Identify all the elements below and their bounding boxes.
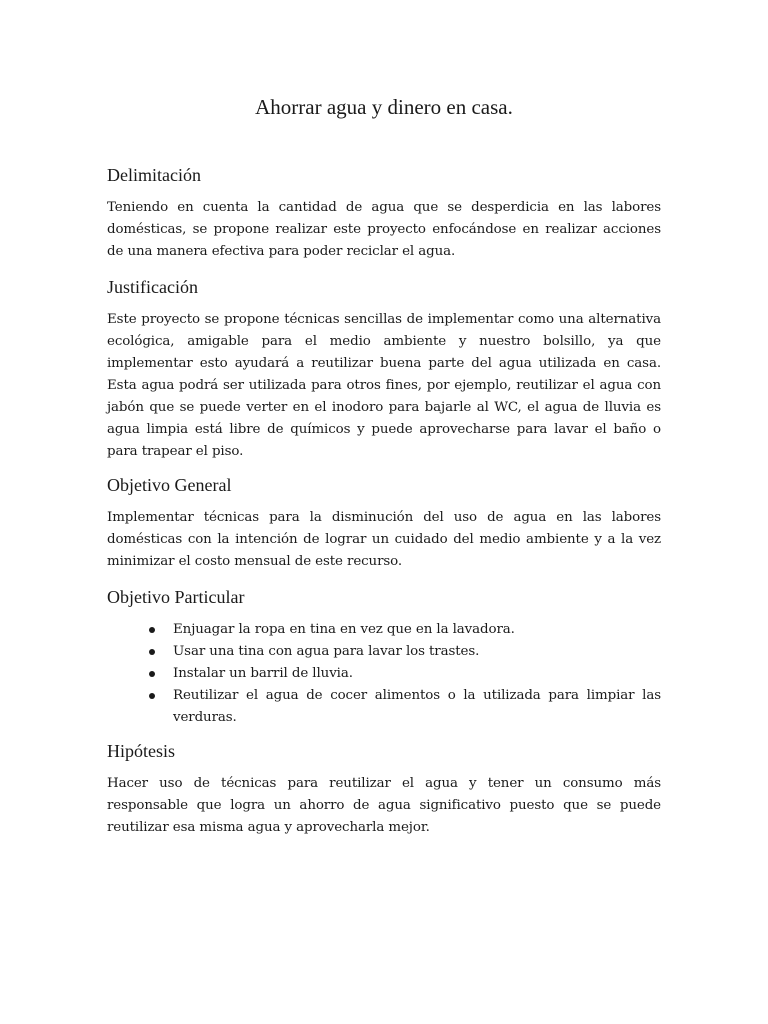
list-item-text: Instalar un barril de lluvia. xyxy=(173,666,353,681)
section-heading: Objetivo Particular xyxy=(107,587,245,607)
section-objetivo-particular xyxy=(107,586,661,729)
bullet-icon xyxy=(149,693,155,699)
section-heading: Delimitación xyxy=(107,165,201,185)
document-title: Ahorrar agua y dinero en casa. xyxy=(255,95,513,119)
bullet-icon xyxy=(149,671,155,677)
list-item xyxy=(107,641,661,663)
list-item xyxy=(107,685,661,729)
section-hipotesis xyxy=(107,740,661,839)
objectives-list xyxy=(107,619,661,729)
list-item-text: Usar una tina con agua para lavar los trastes. xyxy=(173,644,480,659)
section-objetivo-general xyxy=(107,474,661,573)
list-item-text: Enjuagar la ropa en tina en vez que en la lavadora. xyxy=(173,622,515,637)
section-paragraph: Este proyecto se propone técnicas sencillas de implementar como una alternativa ecológica, amigable para el medio ambiente y nuestro bolsillo, ya que implementar esto ayudará a reutilizar buena parte del agua utilizada en casa. Esta agua podrá ser utilizada para otros fines, por ejemplo, reutilizar el agua con jabón que se puede verter en el inodoro para bajarle al WC, el agua de lluvia es agua limpia está libre de químicos y puede aprovecharse para lavar el baño o para trapear el piso. xyxy=(107,312,661,459)
section-paragraph: Hacer uso de técnicas para reutilizar el agua y tener un consumo más responsable que logra un ahorro de agua significativo puesto que se puede reutilizar esa misma agua y aprovecharla mejor. xyxy=(107,776,661,835)
bullet-icon xyxy=(149,649,155,655)
section-justificacion xyxy=(107,276,661,463)
list-item xyxy=(107,663,661,685)
bullet-icon xyxy=(149,627,155,633)
section-delimitacion xyxy=(107,164,661,263)
section-paragraph: Implementar técnicas para la disminución del uso de agua en las labores domésticas con la intención de lograr un cuidado del medio ambiente y a la vez minimizar el costo mensual de este recurso. xyxy=(107,510,661,569)
section-heading: Justificación xyxy=(107,277,198,297)
list-item xyxy=(107,619,661,641)
section-heading: Hipótesis xyxy=(107,741,176,761)
list-item-text: Reutilizar el agua de cocer alimentos o la utilizada para limpiar las verduras. xyxy=(173,688,661,725)
section-paragraph: Teniendo en cuenta la cantidad de agua que se desperdicia en las labores domésticas, se propone realizar este proyecto enfocándose en realizar acciones de una manera efectiva para poder reciclar el agua. xyxy=(107,200,661,259)
section-heading: Objetivo General xyxy=(107,475,232,495)
